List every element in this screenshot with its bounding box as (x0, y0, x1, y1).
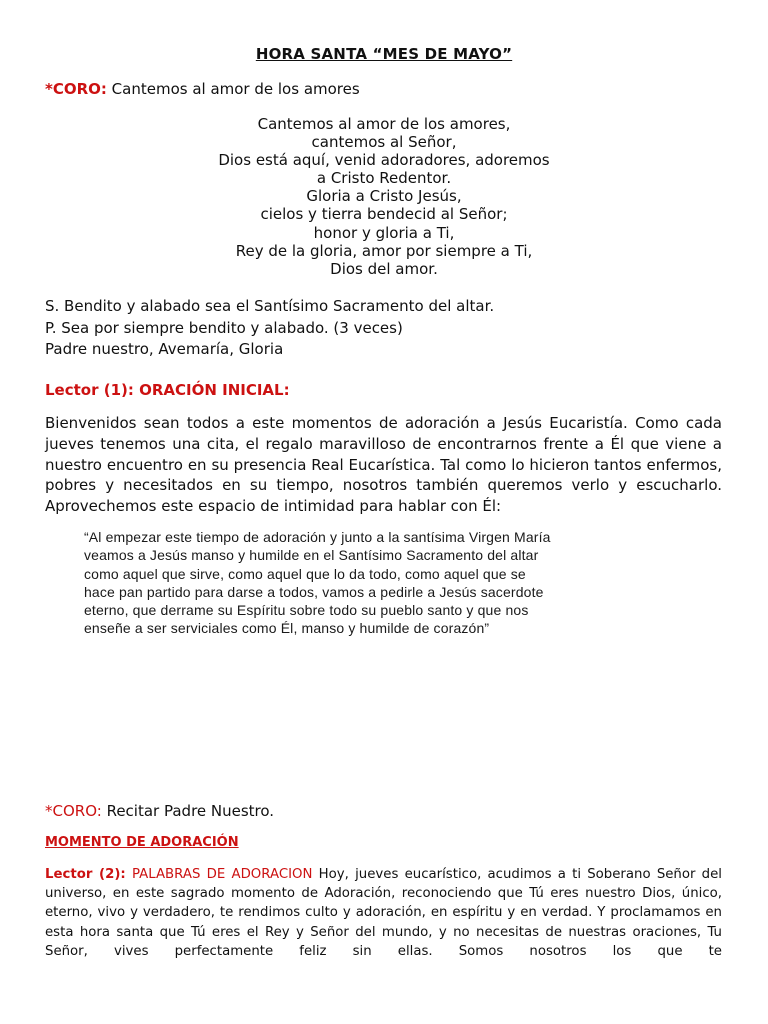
hymn-lyrics (0, 115, 768, 278)
lector2-paragraph (45, 865, 722, 961)
hymn-line: cielos y tierra bendecid al Señor; (260, 205, 508, 224)
lector1-heading: Lector (1): ORACIÓN INICIAL: (45, 381, 290, 399)
verses-block (45, 296, 494, 361)
quote-line: eterno, que derrame su Espíritu sobre todo su pueblo santo y que nos (84, 602, 529, 619)
hymn-line: Cantemos al amor de los amores, (257, 115, 511, 133)
hymn-line: cantemos al Señor, (311, 133, 457, 152)
quote-line: enseñe a ser serviciales como Él, manso y humilde de corazón” (84, 620, 490, 637)
lector2-label: Lector (2): (45, 867, 126, 882)
quote-block (84, 528, 664, 638)
coro-label: *CORO: (45, 80, 107, 98)
coro-label: *CORO: (45, 802, 102, 820)
hymn-line: a Cristo Redentor. (316, 169, 452, 188)
verse-line: Padre nuestro, Avemaría, Gloria (45, 340, 284, 358)
quote-line: “Al empezar este tiempo de adoración y junto a la santísima Virgen María (84, 529, 551, 545)
lector2-text: Hoy, jueves eucarístico, acudimos a ti Soberano Señor del universo, en este sagrado momento de Adoración, reconociendo que Tú eres nuestro Dios, único, eterno, vivo y verdadero, te rendimos culto y adoración, en espíritu y en verdad. Y proclamamos en esta hora santa que Tú eres el Rey y Señor del mundo, y no necesitas de nuestras oraciones, Tu Señor, vives perfectamente feliz sin ellas. Somos nosotros los que te (45, 867, 722, 959)
coro-line-1 (45, 80, 360, 98)
lector1-paragraph: Bienvenidos sean todos a este momentos de adoración a Jesús Eucaristía. Como cada jueves tenemos una cita, el regalo maravilloso de encontrarnos frente a Él que viene a nuestro encuentro en su presencia Real Eucarística. Tal como lo hicieron tantos enfermos, pobres y necesitados en su tiempo, nosotros también queremos verlo y escucharlo. Aprovechemos este espacio de intimidad para hablar con Él: (45, 414, 722, 516)
hymn-line: honor y gloria a Ti, (313, 223, 455, 242)
quote-line: hace pan partido para darse a todos, vamos a pedirle a Jesús sacerdote (84, 583, 544, 600)
momento-heading: MOMENTO DE ADORACIÓN (45, 835, 239, 850)
coro-line-2 (45, 802, 274, 820)
hymn-line: Dios está aquí, venid adoradores, adoremos (218, 151, 550, 170)
quote-line: como aquel que sirve, como aquel que lo da todo, como aquel que se (84, 565, 526, 582)
coro-text: Recitar Padre Nuestro. (101, 802, 275, 820)
verse-line: S. Bendito y alabado sea el Santísimo Sacramento del altar. (45, 297, 495, 315)
document-title: HORA SANTA “MES DE MAYO” (255, 45, 513, 63)
quote-line: veamos a Jesús manso y humilde en el Santísimo Sacramento del altar (84, 547, 539, 564)
hymn-line: Gloria a Cristo Jesús, (306, 187, 462, 206)
coro-text: Cantemos al amor de los amores (106, 80, 360, 98)
lector2-sublabel: PALABRAS DE ADORACION (131, 867, 313, 882)
hymn-line: Dios del amor. (330, 259, 438, 278)
hymn-line: Rey de la gloria, amor por siempre a Ti, (235, 241, 533, 260)
verse-line: P. Sea por siempre bendito y alabado. (3 veces) (45, 318, 403, 337)
